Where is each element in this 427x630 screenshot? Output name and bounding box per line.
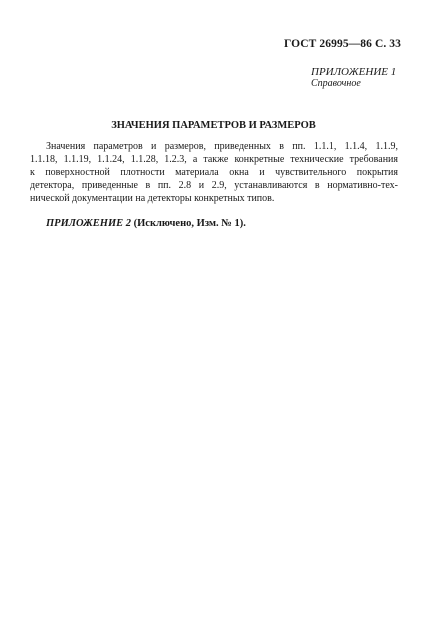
appendix-2-label: ПРИЛОЖЕНИЕ 2 — [46, 218, 131, 229]
body-line: Значения параметров и размеров, приведенных в пп. 1.1.1, 1.1.4, 1.1.9, — [46, 141, 398, 152]
body-line: 1.1.18, 1.1.19, 1.1.24, 1.1.28, 1.2.3, а также конкретные технические требования — [30, 154, 398, 165]
page-header: ГОСТ 26995—86 С. 33 — [283, 38, 401, 50]
appendix-1-title: ПРИЛОЖЕНИЕ 1 — [311, 66, 397, 78]
body-line: детектора, приведенные в пп. 2.8 и 2.9, устанавливаются в нормативно-тех- — [30, 180, 398, 191]
appendix-2-status: (Исключено, Изм. № 1). — [131, 218, 246, 229]
body-line: нической документации на детекторы конкретных типов. — [30, 193, 275, 204]
appendix-1-subtitle: Справочное — [311, 78, 361, 89]
body-line: к поверхностной плотности материала окна и чувствительного покрытия — [30, 167, 398, 178]
appendix-2-note — [46, 218, 246, 229]
appendix-1-block — [311, 66, 411, 90]
body-paragraph — [30, 140, 398, 205]
section-title: ЗНАЧЕНИЯ ПАРАМЕТРОВ И РАЗМЕРОВ — [111, 120, 316, 131]
